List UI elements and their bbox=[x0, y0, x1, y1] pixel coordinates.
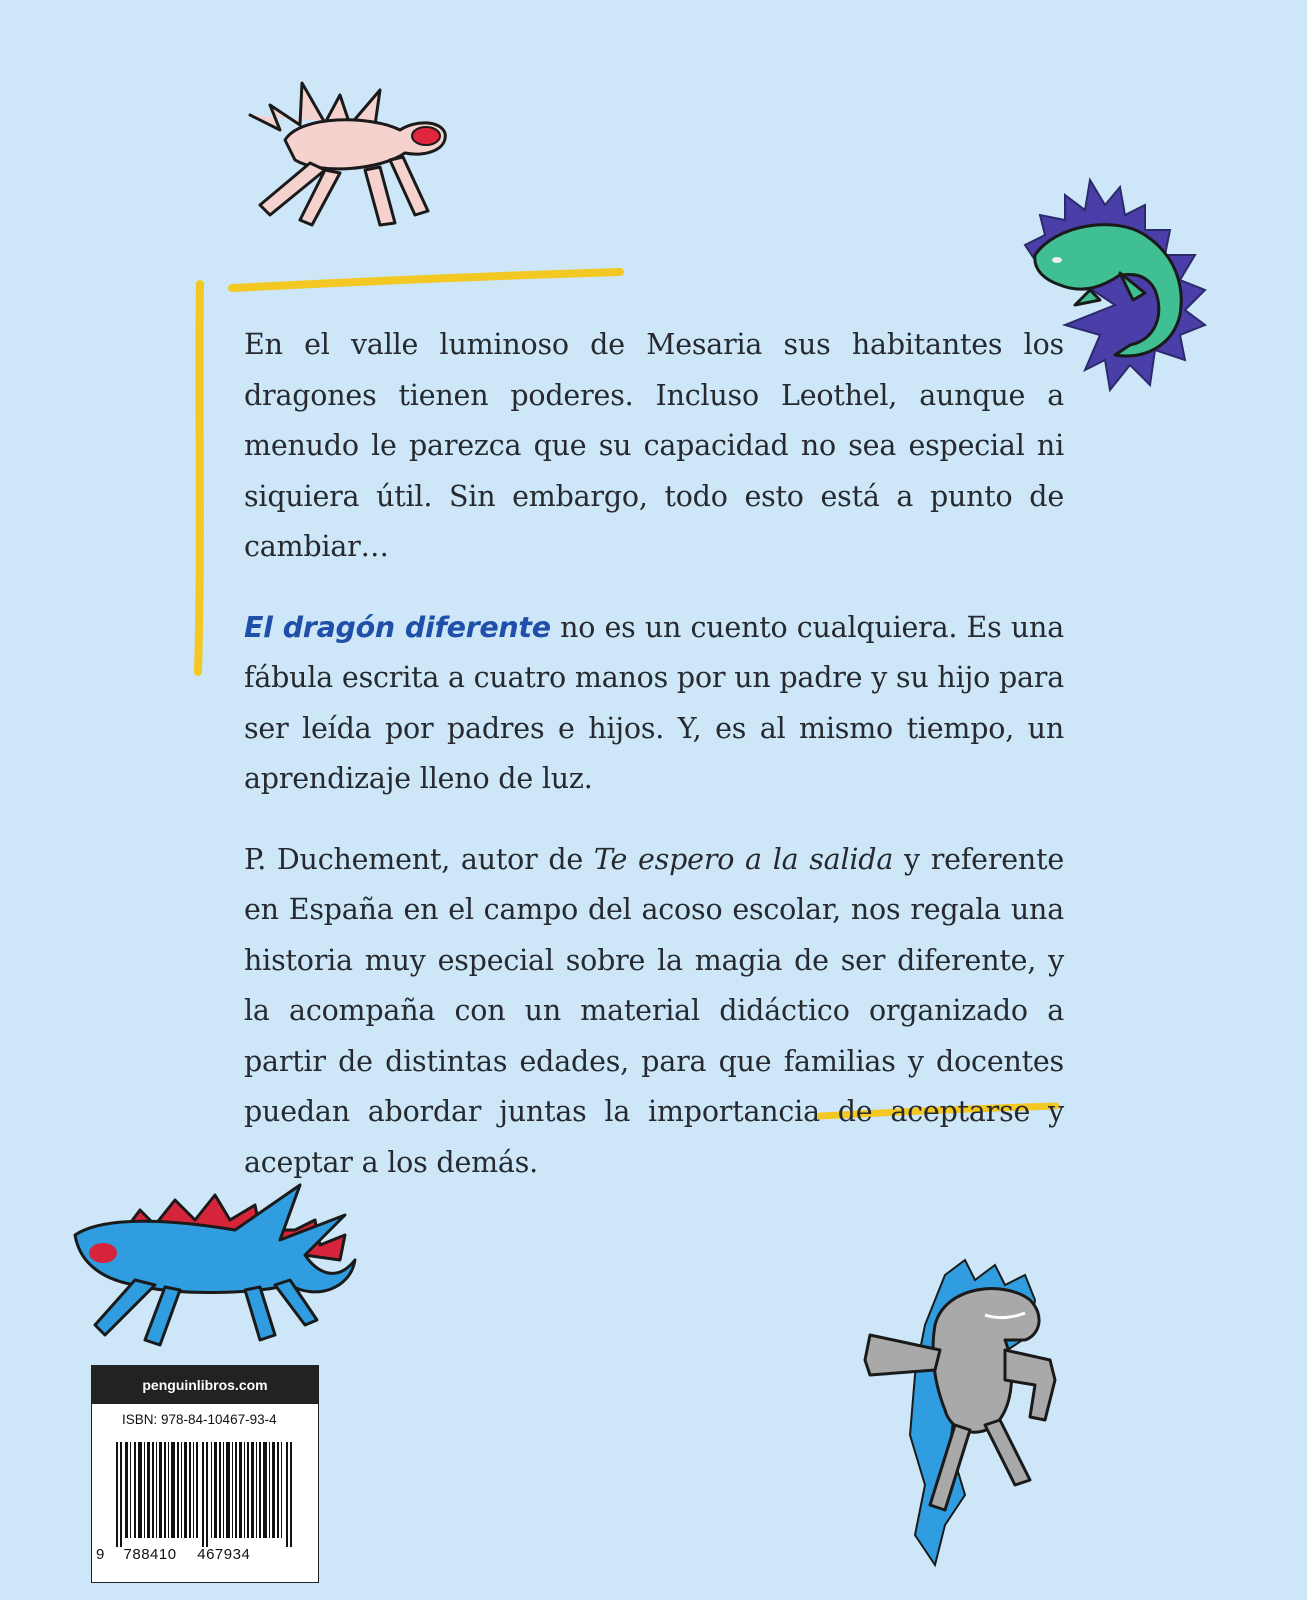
barcode-block bbox=[91, 1365, 319, 1583]
barcode-bars bbox=[92, 1442, 318, 1552]
yellow-top-line bbox=[228, 264, 628, 294]
ean-right-group: 467934 bbox=[197, 1546, 251, 1563]
blurb-paragraph-3 bbox=[244, 835, 1064, 1189]
blurb-paragraph-2 bbox=[244, 603, 1064, 805]
blurb-paragraph-3-text: y referente en España en el campo del acoso escolar, nos regala una historia muy especial sobre la magia de ser diferente, y la acompaña con un material didáctico organizado a partir de distintas edades, para que familias y docentes puedan abordar juntas la importancia de aceptarse y aceptar a los demás. bbox=[244, 842, 1065, 1179]
yellow-vertical-line bbox=[190, 280, 210, 680]
book-title-emphasis: El dragón diferente bbox=[244, 610, 551, 644]
publisher-website: penguinlibros.com bbox=[92, 1366, 318, 1404]
pink-dragon-drawing bbox=[240, 75, 460, 240]
ean-digits bbox=[96, 1546, 316, 1563]
ean-left-group: 788410 bbox=[123, 1546, 177, 1563]
blurb-paragraph-3-start: P. Duchement, autor de bbox=[244, 842, 594, 876]
blurb-paragraph-1-text: En el valle luminoso de Mesaria sus habitantes los dragones tienen poderes. Incluso Leothel, aunque a menudo le parezca que su capacidad no sea especial ni siquiera útil. Sin embargo, todo esto está a punto de cambiar… bbox=[244, 328, 1064, 563]
ean-first-digit: 9 bbox=[96, 1546, 105, 1563]
isbn-label: ISBN: 978-84-10467-93-4 bbox=[122, 1412, 277, 1427]
back-cover-blurb bbox=[244, 320, 1064, 1218]
blurb-paragraph-1 bbox=[244, 320, 1064, 573]
gray-dragon-drawing bbox=[855, 1255, 1085, 1585]
blurb-paragraph-2-text: no es un cuento cualquiera. Es una fábula escrita a cuatro manos por un padre y su hijo para ser leída por padres e hijos. Y, es al mismo tiempo, un aprendizaje lleno de luz. bbox=[244, 610, 1064, 795]
other-book-title: Te espero a la salida bbox=[593, 842, 894, 876]
